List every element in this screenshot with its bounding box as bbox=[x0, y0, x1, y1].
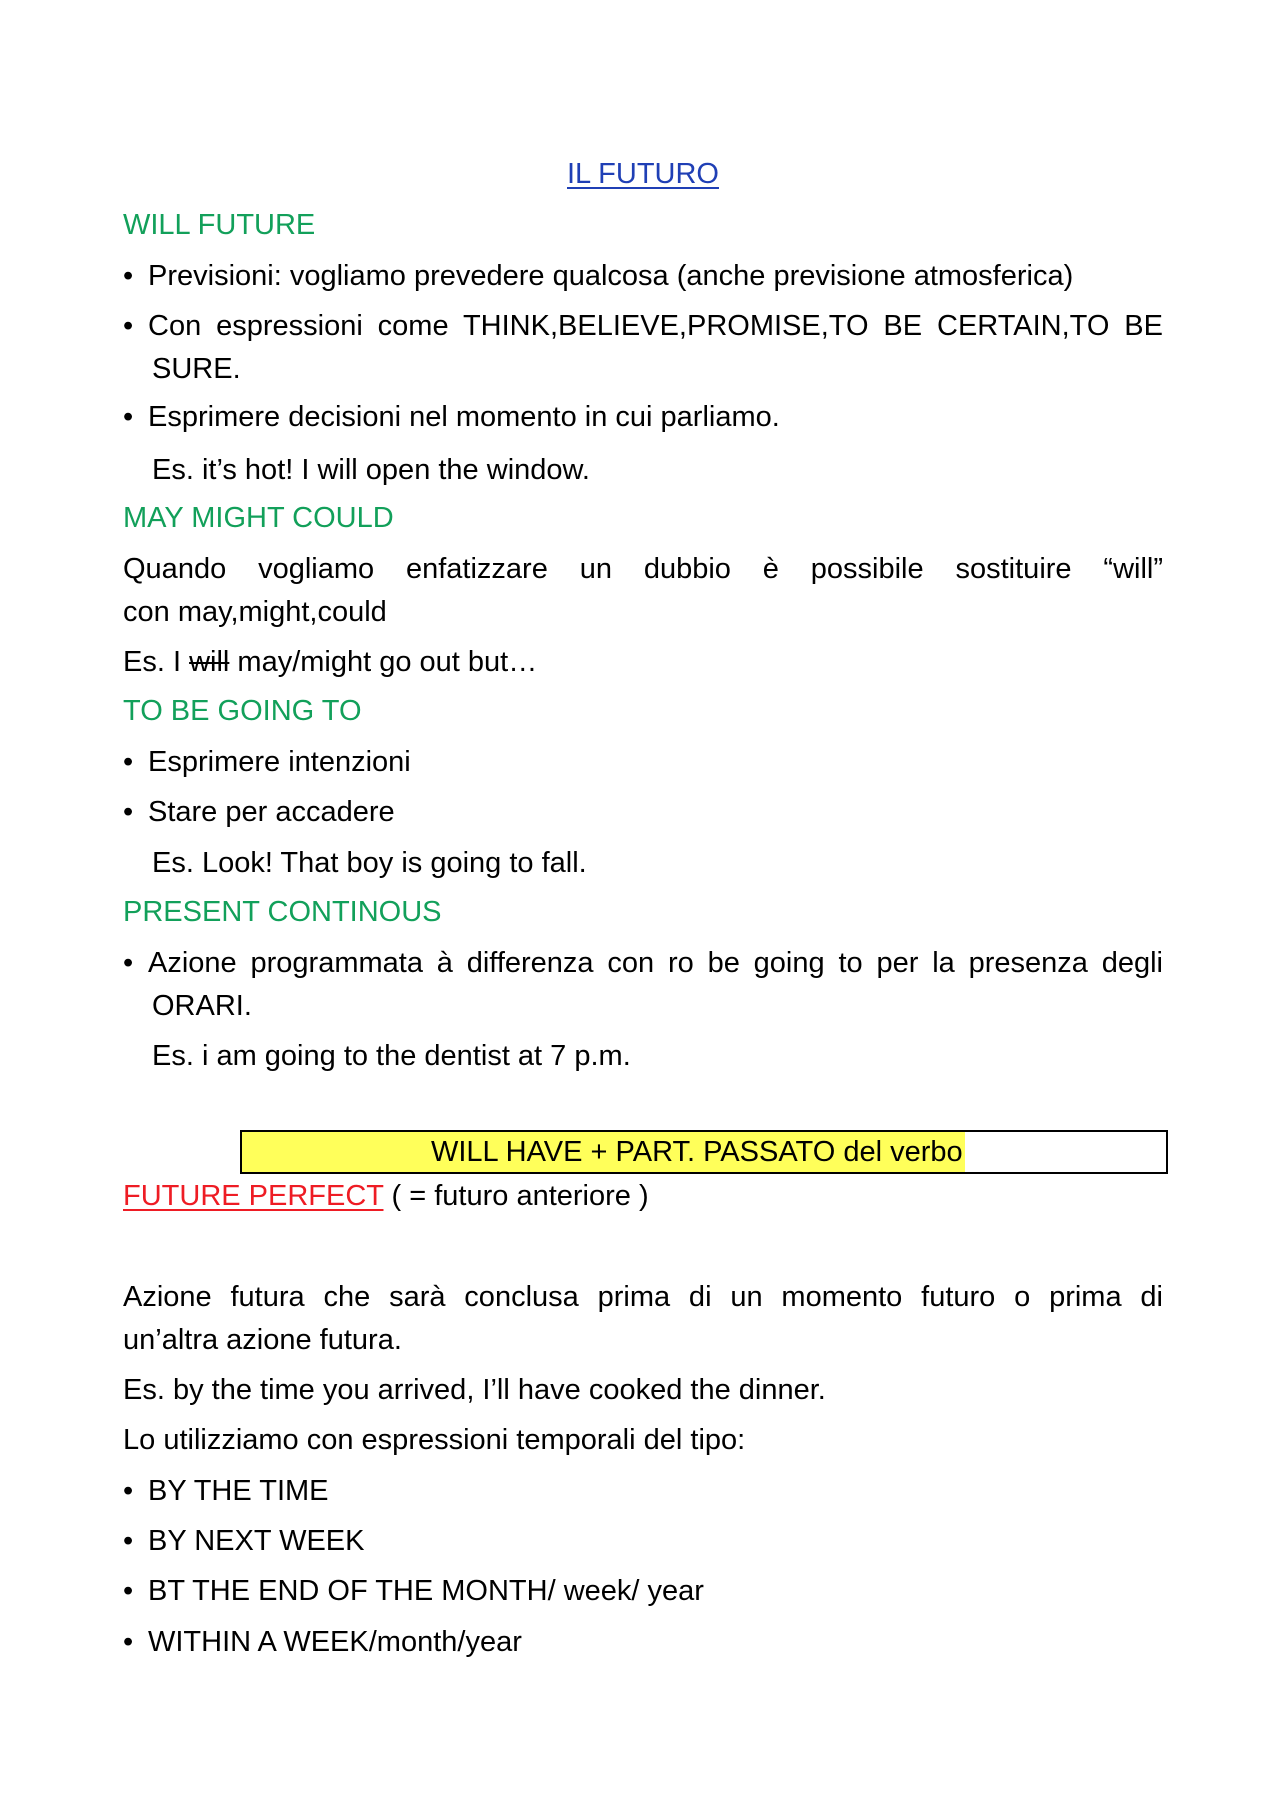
struck-word: will bbox=[189, 646, 230, 678]
section-heading-future-perfect-row bbox=[123, 1178, 1163, 1214]
section-heading-future-perfect: FUTURE PERFECT bbox=[123, 1180, 384, 1212]
example-sentence bbox=[123, 644, 1163, 680]
bullet-item: • BY THE TIME bbox=[148, 1473, 1163, 1509]
example-sentence: Es. it’s hot! I will open the window. bbox=[152, 454, 590, 486]
section-heading-to-be-going-to: TO BE GOING TO bbox=[123, 695, 362, 727]
bullet-item: • Previsioni: vogliamo prevedere qualcosa (anche previsione atmosferica) bbox=[148, 258, 1163, 294]
bullet-item-continuation: SURE. bbox=[152, 353, 241, 385]
paragraph-line: un’altra azione futura. bbox=[123, 1324, 402, 1356]
bullet-item: • Stare per accadere bbox=[148, 794, 1163, 830]
formula-box bbox=[240, 1130, 1168, 1174]
example-sentence: Es. i am going to the dentist at 7 p.m. bbox=[152, 1040, 631, 1072]
bullet-item: • Con espressioni come THINK,BELIEVE,PROMISE,TO BE CERTAIN,TO BE bbox=[148, 308, 1163, 344]
bullet-item: • WITHIN A WEEK/month/year bbox=[148, 1624, 1163, 1660]
paragraph-line: Quando vogliamo enfatizzare un dubbio è possibile sostituire “will” bbox=[123, 553, 1163, 585]
bullet-item: • Esprimere decisioni nel momento in cui parliamo. bbox=[148, 399, 1163, 435]
bullet-item: • Azione programmata à differenza con ro be going to per la presenza degli bbox=[148, 945, 1163, 981]
page-title-row bbox=[123, 156, 1163, 192]
formula-text: WILL HAVE + PART. PASSATO del verbo bbox=[242, 1132, 965, 1172]
page-title: IL FUTURO bbox=[567, 158, 719, 190]
example-prefix: Es. I bbox=[123, 646, 190, 678]
section-heading-present-continous: PRESENT CONTINOUS bbox=[123, 896, 442, 928]
section-heading-will-future: WILL FUTURE bbox=[123, 209, 316, 241]
paragraph-line: Azione futura che sarà conclusa prima di un momento futuro o prima di bbox=[123, 1281, 1163, 1313]
bullet-item: • BT THE END OF THE MONTH/ week/ year bbox=[148, 1573, 1163, 1609]
heading-note: ( = futuro anteriore ) bbox=[383, 1180, 649, 1212]
example-suffix: may/might go out but… bbox=[229, 646, 538, 678]
bullet-item: • BY NEXT WEEK bbox=[148, 1523, 1163, 1559]
bullet-item-continuation: ORARI. bbox=[152, 990, 252, 1022]
section-heading-may-might-could: MAY MIGHT COULD bbox=[123, 502, 394, 534]
paragraph-line: con may,might,could bbox=[123, 596, 387, 628]
bullet-item: • Esprimere intenzioni bbox=[148, 744, 1163, 780]
example-sentence: Es. Look! That boy is going to fall. bbox=[152, 847, 587, 879]
paragraph-line: Lo utilizziamo con espressioni temporali del tipo: bbox=[123, 1424, 746, 1456]
example-sentence: Es. by the time you arrived, I’ll have cooked the dinner. bbox=[123, 1374, 826, 1406]
